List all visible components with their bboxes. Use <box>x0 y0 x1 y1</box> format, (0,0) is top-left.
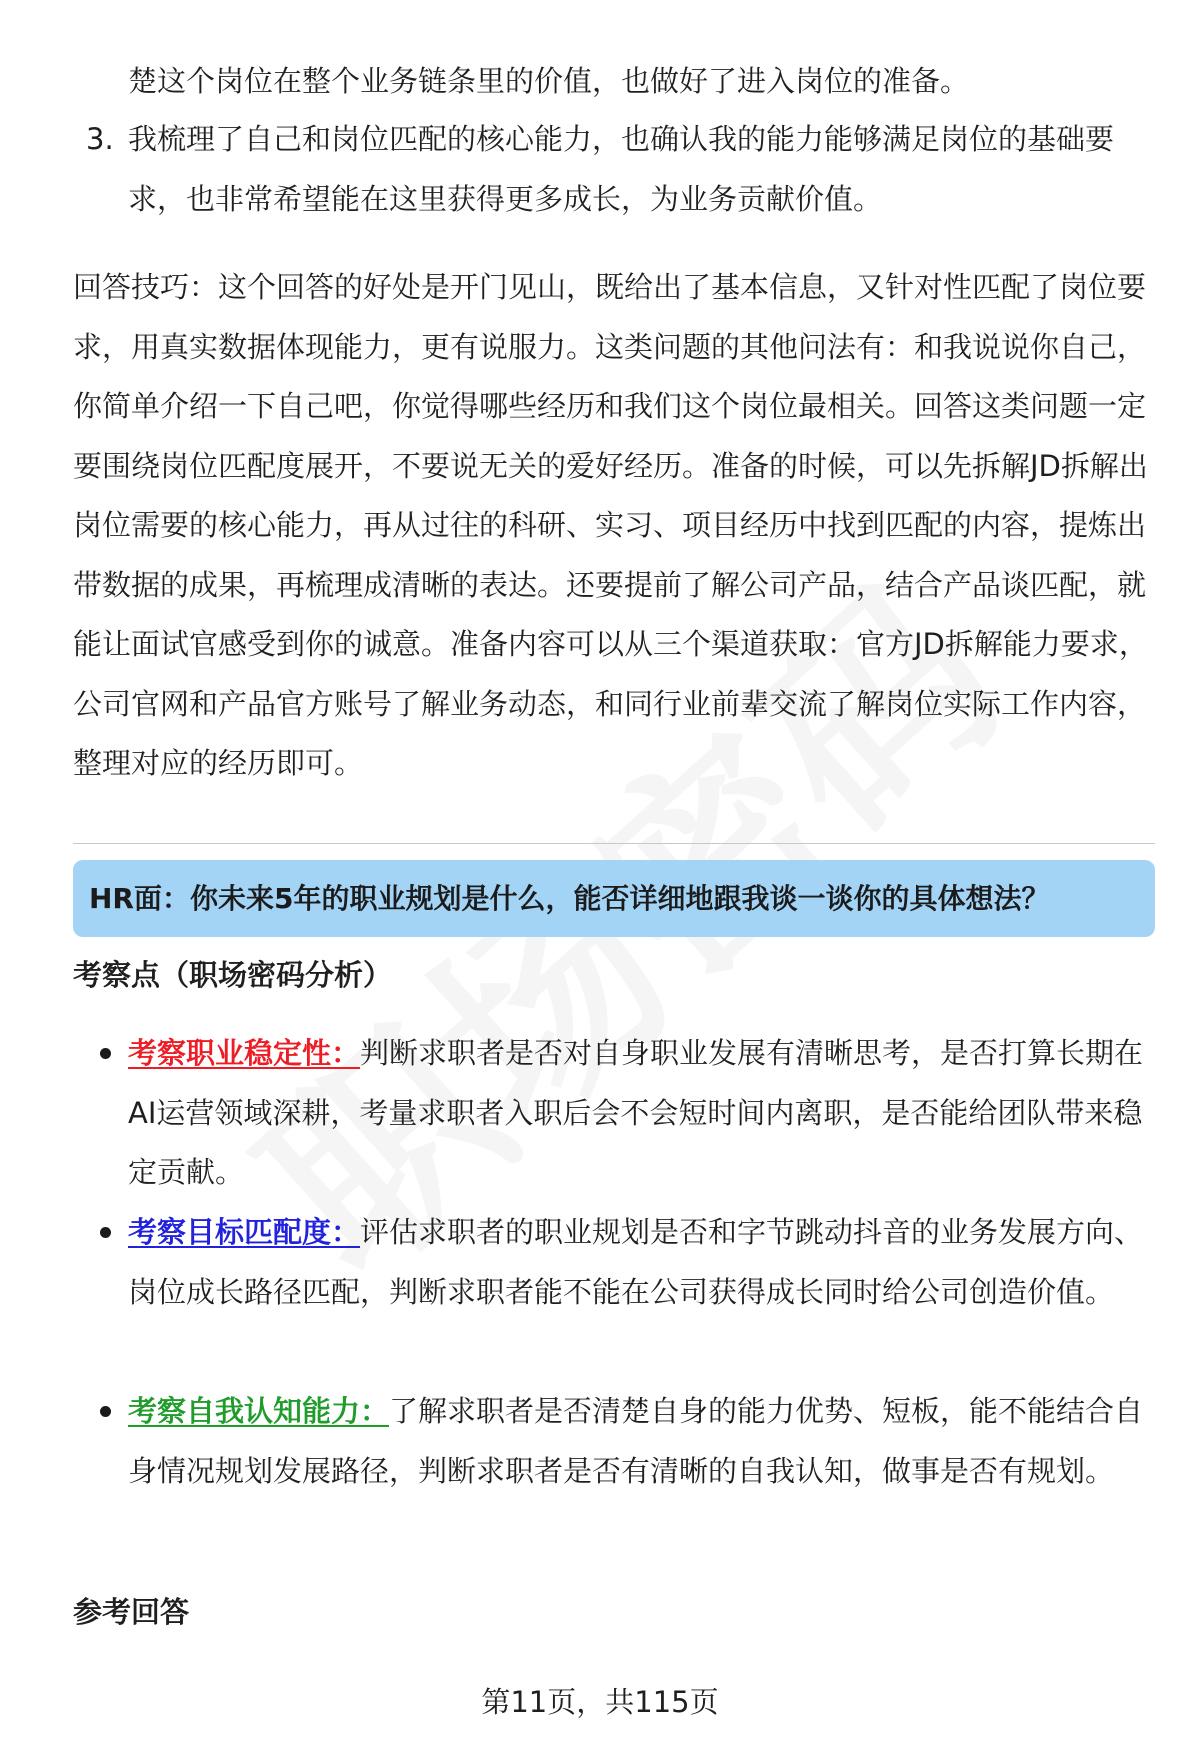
reference-answer-heading: 参考回答 <box>73 1595 190 1629</box>
bullet-text: 评估求职者的职业规划是否和字节跳动抖音的业务发展方向、岗位成长路径匹配，判断求职者能不能在公司获得成长同时给公司创造价值。 <box>128 1215 1144 1309</box>
item-number: 3. <box>86 122 114 156</box>
page-footer: 第11页，共115页 <box>481 1685 719 1719</box>
bullet-label: 考察目标匹配度： <box>128 1215 361 1249</box>
bullet-label: 考察自我认知能力： <box>128 1394 390 1428</box>
continued-paragraph: 楚这个岗位在整个业务链条里的价值，也做好了进入岗位的准备。 <box>128 64 970 98</box>
bullet-dot-icon <box>100 1406 111 1417</box>
bullet-text: 判断求职者是否对自身职业发展有清晰思考，是否打算长期在AI运营领域深耕，考量求职者入职后会不会短时间内离职，是否能给团队带来稳定贡献。 <box>128 1036 1144 1189</box>
answer-tips-paragraph: 回答技巧：这个回答的好处是开门见山，既给出了基本信息，又针对性匹配了岗位要求，用真实数据体现能力，更有说服力。这类问题的其他问法有：和我说说你自己，你简单介绍一下自己吧，你觉得哪些经历和我们这个岗位最相关。回答这类问题一定要围绕岗位匹配度展开，不要说无关的爱好经历。准备的时候，可以先拆解JD拆解出岗位需要的核心能力，再从过往的科研、实习、项目经历中找到匹配的内容，提炼出带数据的成果，再梳理成清晰的表达。还要提前了解公司产品，结合产品谈匹配，就能让面试官感受到你的诚意。准备内容可以从三个渠道获取：官方JD拆解能力要求，公司官网和产品官方账号了解业务动态，和同行业前辈交流了解岗位实际工作内容，整理对应的经历即可。 <box>73 270 1148 780</box>
section-divider <box>73 843 1155 844</box>
bullet-text: 了解求职者是否清楚自身的能力优势、短板，能不能结合自身情况规划发展路径，判断求职者是否有清晰的自我认知，做事是否有规划。 <box>128 1394 1144 1488</box>
question-text: HR面：你未来5年的职业规划是什么，能否详细地跟我谈一谈你的具体想法？ <box>89 882 1050 915</box>
analysis-heading: 考察点（职场密码分析） <box>73 958 393 992</box>
bullet-dot-icon <box>100 1048 111 1059</box>
bullet-label: 考察职业稳定性： <box>128 1036 361 1070</box>
bullet-item <box>128 1024 1148 1203</box>
item-text: 我梳理了自己和岗位匹配的核心能力，也确认我的能力能够满足岗位的基础要求，也非常希望能在这里获得更多成长，为业务贡献价值。 <box>128 122 1115 216</box>
numbered-item-3 <box>86 110 1148 229</box>
bullet-dot-icon <box>100 1227 111 1238</box>
bullet-item <box>128 1203 1148 1322</box>
bullet-item <box>128 1382 1148 1501</box>
question-box <box>73 860 1155 937</box>
